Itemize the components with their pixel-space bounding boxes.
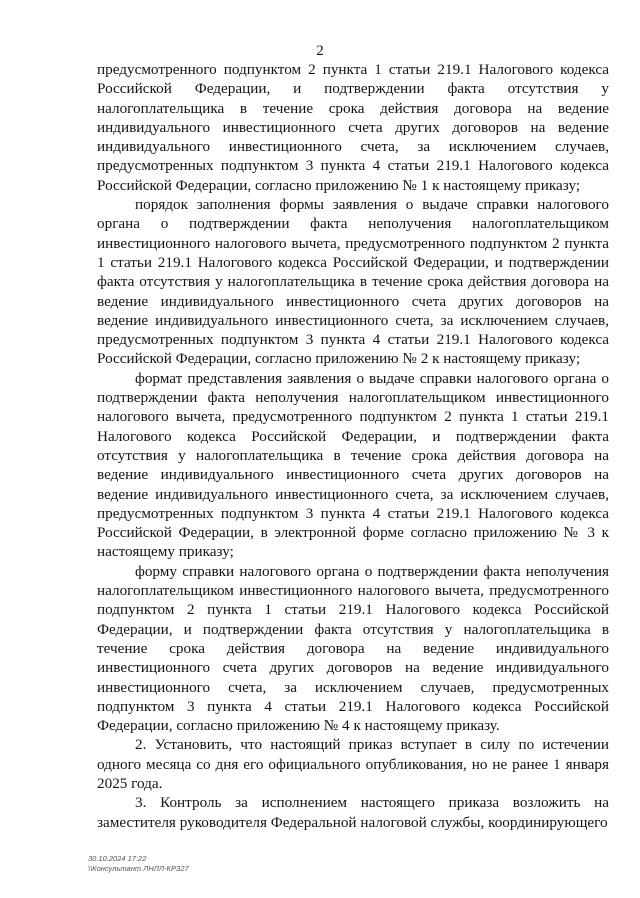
footer-stamp bbox=[88, 854, 189, 874]
page-number: 2 bbox=[316, 43, 324, 59]
paragraph-5: 2. Установить, что настоящий приказ вступает в силу по истечении одного месяца со дня его официального опубликования, но не ранее 1 января 2025 года. bbox=[97, 736, 609, 792]
paragraph-3: формат представления заявления о выдаче справки налогового органа о подтверждении факта неполучения налогоплательщиком инвестиционного налогового вычета, предусмотренного подпунктом 2 пункта 1 статьи 219.1 Налогового кодекса Российской Федерации, и подтверждении факта отсутствия у налогоплательщика в течение срока действия договора на ведение индивидуального инвестиционного счета других договоров на ведение индивидуального инвестиционного счета, за исключением случаев, предусмотренных подпунктом 3 пункта 4 статьи 219.1 Налогового кодекса Российской Федерации, в электронной форме согласно приложению № 3 к настоящему приказу; bbox=[97, 369, 609, 561]
footer-timestamp: 30.10.2024 17:22 bbox=[88, 854, 147, 863]
paragraph-4: форму справки налогового органа о подтверждении факта неполучения налогоплательщиком инвестиционного налогового вычета, предусмотренного подпунктом 2 пункта 1 статьи 219.1 Налогового кодекса Российской Федерации, и подтверждении факта отсутствия у налогоплательщика в течение срока действия договора на ведение индивидуального инвестиционного счета других договоров на ведение индивидуального инвестиционного счета, за исключением случаев, предусмотренных подпунктом 3 пункта 4 статьи 219.1 Налогового кодекса Российской Федерации, согласно приложению № 4 к настоящему приказу. bbox=[97, 562, 609, 735]
paragraph-2: порядок заполнения формы заявления о выдаче справки налогового органа о подтверждении факта неполучения налогоплательщиком инвестиционного налогового вычета, предусмотренного подпунктом 2 пункта 1 статьи 219.1 Налогового кодекса Российской Федерации, и подтверждении факта отсутствия у налогоплательщика в течение срока действия договора на ведение индивидуального инвестиционного счета других договоров на ведение индивидуального инвестиционного счета, за исключением случаев, предусмотренных подпунктом 3 пункта 4 статьи 219.1 Налогового кодекса Российской Федерации, согласно приложению № 2 к настоящему приказу; bbox=[97, 196, 609, 368]
paragraph-1: предусмотренного подпунктом 2 пункта 1 статьи 219.1 Налогового кодекса Российской Федерации, и подтверждении факта отсутствия у налогоплательщика в течение срока действия договора на ведение индивидуального инвестиционного счета других договоров на ведение индивидуального инвестиционного счета, за исключением случаев, предусмотренных подпунктом 3 пункта 4 статьи 219.1 Налогового кодекса Российской Федерации, согласно приложению № 1 к настоящему приказу; bbox=[97, 61, 609, 194]
document-body bbox=[97, 60, 609, 832]
paragraph-6: 3. Контроль за исполнением настоящего приказа возложить на заместителя руководителя Федеральной налоговой службы, координирующего bbox=[97, 794, 609, 831]
footer-source: \\Консультант ЛНЛЛ-КРЗ27 bbox=[88, 864, 189, 873]
